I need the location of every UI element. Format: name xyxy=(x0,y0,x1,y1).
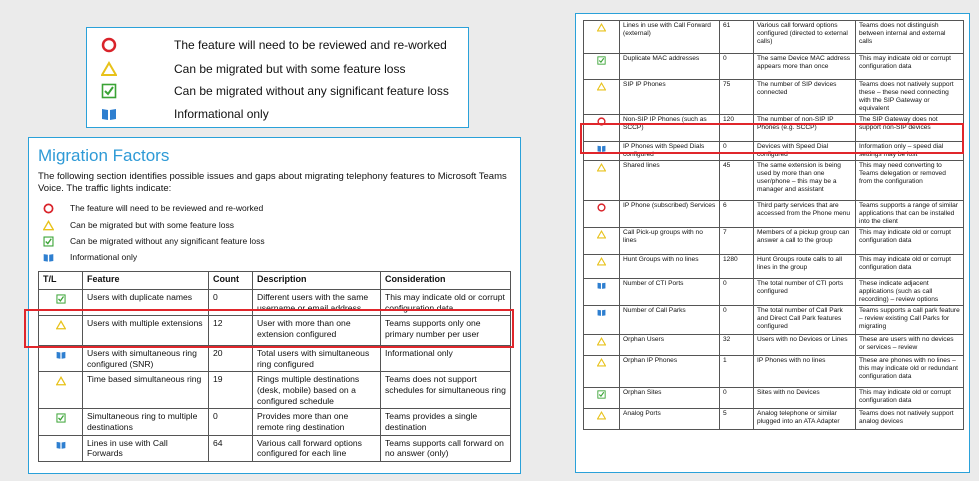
legend-text: The feature will need to be reviewed and re-worked xyxy=(70,203,264,213)
count-cell: 120 xyxy=(720,115,754,142)
count-cell: 20 xyxy=(209,346,253,372)
description-cell: Various call forward options configured for each line xyxy=(253,435,381,461)
yellow-triangle-icon xyxy=(597,163,606,172)
feature-cell: Analog Ports xyxy=(620,409,720,430)
consideration-cell: Information only – speed dial settings may be lost xyxy=(856,142,964,161)
blue-book-icon xyxy=(597,144,606,153)
feature-cell: Shared lines xyxy=(620,161,720,201)
feature-cell: Hunt Groups with no lines xyxy=(620,255,720,279)
status-cell xyxy=(39,290,83,316)
yellow-triangle-icon xyxy=(597,230,606,239)
count-cell: 1 xyxy=(720,356,754,388)
consideration-cell: This may indicate old or corrupt configuration data xyxy=(856,228,964,255)
table-row xyxy=(584,409,964,430)
column-header: Count xyxy=(209,272,253,290)
description-cell: Total users with simultaneous ring configured xyxy=(253,346,381,372)
description-cell: The same Device MAC address appears more than once xyxy=(754,54,856,80)
feature-cell: Duplicate MAC addresses xyxy=(620,54,720,80)
status-cell xyxy=(39,346,83,372)
green-check-icon xyxy=(43,236,54,247)
column-header: T/L xyxy=(39,272,83,290)
description-cell: IP Phones with no lines xyxy=(754,356,856,388)
description-cell: Devices with Speed Dial configured xyxy=(754,142,856,161)
description-cell: Analog telephone or similar plugged into an ATA Adapter xyxy=(754,409,856,430)
feature-cell: IP Phone (subscribed) Services xyxy=(620,201,720,228)
count-cell: 6 xyxy=(720,201,754,228)
blue-book-icon xyxy=(43,252,54,263)
table-row xyxy=(584,21,964,54)
status-cell xyxy=(584,255,620,279)
description-cell: The number of SIP devices connected xyxy=(754,80,856,115)
consideration-cell: Informational only xyxy=(381,346,511,372)
status-cell xyxy=(584,409,620,430)
blue-book-icon xyxy=(56,350,66,360)
green-check-icon xyxy=(597,390,606,399)
feature-cell: Call Pick-up groups with no lines xyxy=(620,228,720,255)
column-header: Feature xyxy=(83,272,209,290)
feature-cell: Simultaneous ring to multiple destinations xyxy=(83,409,209,435)
yellow-triangle-icon xyxy=(597,337,606,346)
status-cell xyxy=(584,54,620,80)
table-row xyxy=(39,435,511,461)
red-circle-icon xyxy=(597,203,606,212)
description-cell: Provides more than one remote ring destination xyxy=(253,409,381,435)
feature-cell: Lines in use with Call Forwards xyxy=(83,435,209,461)
description-cell: The total number of Call Park and Direct Call Park features configured xyxy=(754,306,856,335)
count-cell: 45 xyxy=(720,161,754,201)
count-cell: 0 xyxy=(209,290,253,316)
status-cell xyxy=(584,335,620,356)
description-cell: Different users with the same username or email address xyxy=(253,290,381,316)
count-cell: 5 xyxy=(720,409,754,430)
legend-text: Can be migrated but with some feature loss xyxy=(174,62,406,76)
table-row xyxy=(39,316,511,346)
consideration-cell: Teams does not natively support analog devices xyxy=(856,409,964,430)
status-cell xyxy=(39,435,83,461)
description-cell: Rings multiple destinations (desk, mobile) based on a configured schedule xyxy=(253,372,381,409)
migration-table xyxy=(38,271,511,462)
blue-book-icon xyxy=(597,308,606,317)
legend-item xyxy=(43,250,137,264)
feature-cell: Number of Call Parks xyxy=(620,306,720,335)
feature-table xyxy=(583,20,964,430)
yellow-triangle-icon xyxy=(597,82,606,91)
count-cell: 19 xyxy=(209,372,253,409)
yellow-triangle-icon xyxy=(597,411,606,420)
consideration-cell: Teams supports only one primary number per user xyxy=(381,316,511,346)
yellow-triangle-icon xyxy=(56,376,66,386)
status-cell xyxy=(584,356,620,388)
table-row xyxy=(584,161,964,201)
status-cell xyxy=(584,306,620,335)
consideration-cell: Teams supports a range of similar applications that can be installed into the client xyxy=(856,201,964,228)
count-cell: 64 xyxy=(209,435,253,461)
consideration-cell: Teams does not distinguish between internal and external calls xyxy=(856,21,964,54)
count-cell: 61 xyxy=(720,21,754,54)
count-cell: 75 xyxy=(720,80,754,115)
count-cell: 1280 xyxy=(720,255,754,279)
status-cell xyxy=(584,115,620,142)
count-cell: 0 xyxy=(720,306,754,335)
table-row xyxy=(584,255,964,279)
feature-cell: Number of CTI Ports xyxy=(620,279,720,306)
feature-cell: Users with duplicate names xyxy=(83,290,209,316)
description-cell: Hunt Groups route calls to all lines in the group xyxy=(754,255,856,279)
yellow-triangle-icon xyxy=(43,220,54,231)
red-circle-icon xyxy=(43,203,54,214)
section-title: Migration Factors xyxy=(38,146,170,165)
consideration-cell: This may indicate old or corrupt configuration data xyxy=(856,54,964,80)
count-cell: 32 xyxy=(720,335,754,356)
red-circle-icon xyxy=(101,37,117,53)
table-row xyxy=(584,335,964,356)
table-row xyxy=(584,80,964,115)
count-cell: 12 xyxy=(209,316,253,346)
feature-cell: Time based simultaneous ring xyxy=(83,372,209,409)
feature-table-panel xyxy=(575,13,970,473)
status-cell xyxy=(39,372,83,409)
status-cell xyxy=(39,316,83,346)
consideration-cell: This may need converting to Teams delegation or removed from the configuration xyxy=(856,161,964,201)
table-row xyxy=(584,356,964,388)
table-row xyxy=(39,346,511,372)
status-cell xyxy=(39,409,83,435)
description-cell: Sites with no Devices xyxy=(754,388,856,409)
consideration-cell: These are phones with no lines – this may indicate old or redundant configuration data xyxy=(856,356,964,388)
consideration-cell: This may indicate old or corrupt configuration data xyxy=(381,290,511,316)
feature-cell: Orphan Users xyxy=(620,335,720,356)
table-row xyxy=(584,115,964,142)
green-check-icon xyxy=(56,413,66,423)
consideration-cell: Teams does not support schedules for simultaneous ring xyxy=(381,372,511,409)
legend-item xyxy=(43,234,265,248)
status-cell xyxy=(584,279,620,306)
feature-cell: SIP IP Phones xyxy=(620,80,720,115)
table-row xyxy=(584,306,964,335)
count-cell: 0 xyxy=(720,142,754,161)
red-circle-icon xyxy=(597,117,606,126)
feature-cell: Orphan Sites xyxy=(620,388,720,409)
feature-cell: IP Phones with Speed Dials configured xyxy=(620,142,720,161)
status-cell xyxy=(584,388,620,409)
table-row xyxy=(39,290,511,316)
description-cell: The same extension is being used by more than one user/phone – this may be a manager and assistant xyxy=(754,161,856,201)
description-cell: Third party services that are accessed from the Phone menu xyxy=(754,201,856,228)
consideration-cell: The SIP Gateway does not support non-SIP devices xyxy=(856,115,964,142)
yellow-triangle-icon xyxy=(597,358,606,367)
status-cell xyxy=(584,161,620,201)
legend-item xyxy=(43,218,234,232)
consideration-cell: These indicate adjacent applications (such as call recording) – review options xyxy=(856,279,964,306)
legend-box xyxy=(86,27,469,128)
table-header-row xyxy=(39,272,511,290)
description-cell: The total number of CTI ports configured xyxy=(754,279,856,306)
description-cell: Various call forward options configured (directed to external calls) xyxy=(754,21,856,54)
consideration-cell: These are users with no devices or services – review xyxy=(856,335,964,356)
count-cell: 0 xyxy=(720,279,754,306)
table-row xyxy=(39,372,511,409)
blue-book-icon xyxy=(101,106,117,122)
yellow-triangle-icon xyxy=(597,23,606,32)
consideration-cell: Teams supports call forward on no answer (only) xyxy=(381,435,511,461)
feature-cell: Users with multiple extensions xyxy=(83,316,209,346)
table-row xyxy=(39,409,511,435)
description-cell: User with more than one extension configured xyxy=(253,316,381,346)
legend-item xyxy=(43,201,263,215)
status-cell xyxy=(584,21,620,54)
description-cell: Users with no Devices or Lines xyxy=(754,335,856,356)
table-row xyxy=(584,228,964,255)
legend-text: Informational only xyxy=(174,107,269,121)
consideration-cell: This may indicate old or corrupt configuration data xyxy=(856,255,964,279)
green-check-icon xyxy=(56,294,66,304)
yellow-triangle-icon xyxy=(101,61,117,77)
table-row xyxy=(584,388,964,409)
status-cell xyxy=(584,201,620,228)
count-cell: 0 xyxy=(720,54,754,80)
column-header: Consideration xyxy=(381,272,511,290)
migration-factors-panel xyxy=(28,137,521,474)
description-cell: Members of a pickup group can answer a call to the group xyxy=(754,228,856,255)
legend-text: Informational only xyxy=(70,252,138,262)
status-cell xyxy=(584,80,620,115)
yellow-triangle-icon xyxy=(56,320,66,330)
count-cell: 7 xyxy=(720,228,754,255)
consideration-cell: Teams does not natively support these – these need connecting with the SIP Gateway or equivalent xyxy=(856,80,964,115)
consideration-cell: Teams provides a single destination xyxy=(381,409,511,435)
status-cell xyxy=(584,142,620,161)
section-intro: The following section identifies possible issues and gaps about migrating telephony features to Microsoft Teams Voice. The traffic lights indicate: xyxy=(38,171,507,194)
green-check-icon xyxy=(101,83,117,99)
legend-text: Can be migrated but with some feature loss xyxy=(70,220,234,230)
count-cell: 0 xyxy=(720,388,754,409)
legend-text: Can be migrated without any significant feature loss xyxy=(174,84,449,98)
green-check-icon xyxy=(597,56,606,65)
feature-cell: Users with simultaneous ring configured (SNR) xyxy=(83,346,209,372)
feature-cell: Orphan IP Phones xyxy=(620,356,720,388)
table-row xyxy=(584,142,964,161)
consideration-cell: This may indicate old or corrupt configuration data xyxy=(856,388,964,409)
yellow-triangle-icon xyxy=(597,257,606,266)
table-row xyxy=(584,201,964,228)
count-cell: 0 xyxy=(209,409,253,435)
description-cell: The number of non-SIP IP Phones (e.g. SCCP) xyxy=(754,115,856,142)
table-row xyxy=(584,54,964,80)
feature-cell: Non-SIP IP Phones (such as SCCP) xyxy=(620,115,720,142)
feature-cell: Lines in use with Call Forward (external) xyxy=(620,21,720,54)
consideration-cell: Teams supports a call park feature – review existing Call Parks for migrating xyxy=(856,306,964,335)
blue-book-icon xyxy=(597,281,606,290)
column-header: Description xyxy=(253,272,381,290)
legend-text: The feature will need to be reviewed and re-worked xyxy=(174,38,447,52)
legend-text: Can be migrated without any significant feature loss xyxy=(70,236,265,246)
table-row xyxy=(584,279,964,306)
status-cell xyxy=(584,228,620,255)
blue-book-icon xyxy=(56,440,66,450)
